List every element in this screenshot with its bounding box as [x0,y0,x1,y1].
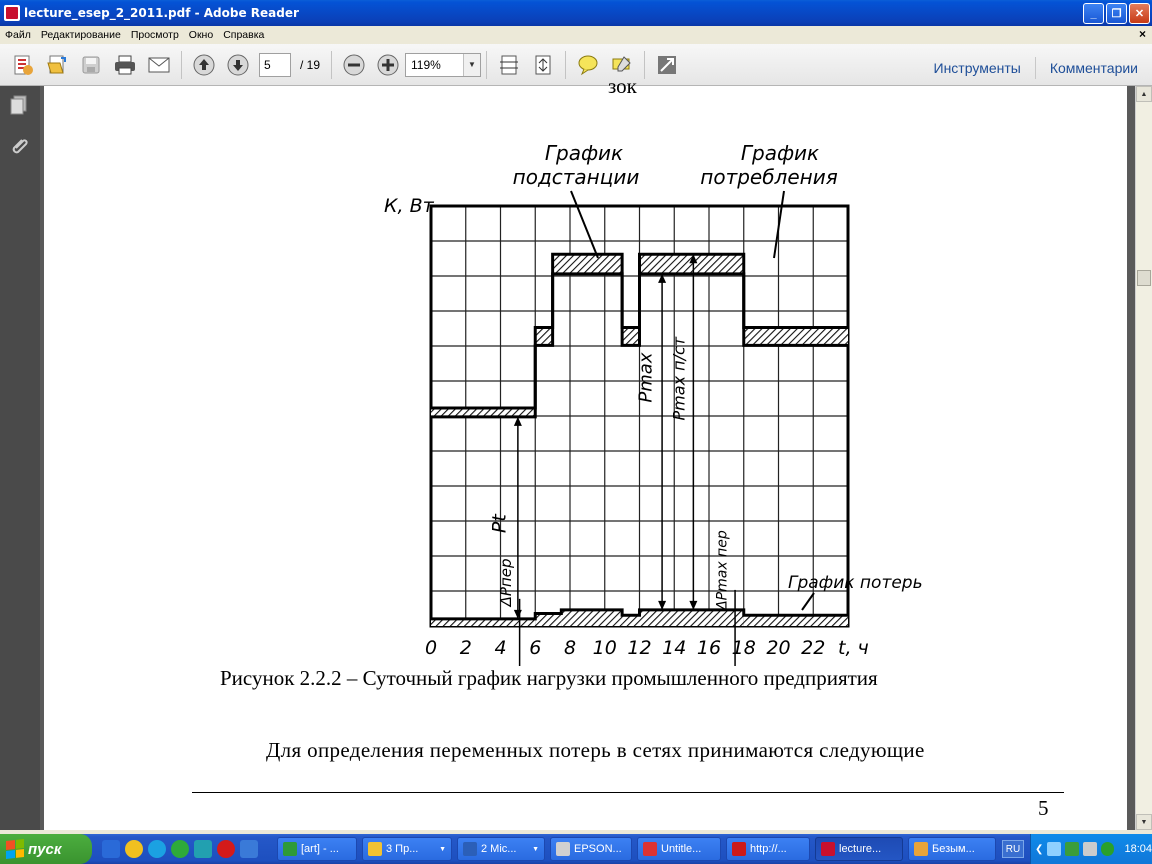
fit-page-icon[interactable] [528,50,558,80]
scroll-up-icon[interactable]: ▲ [1136,86,1152,102]
taskbar-buttons [272,837,996,861]
quicklaunch-app-icon[interactable] [125,840,143,858]
loss-band [535,328,552,346]
annotation-substation-title: График [544,141,624,165]
quick-launch [102,840,258,858]
document-close-icon[interactable]: × [1138,27,1146,41]
x-tick-label: 16 [696,637,722,659]
annotation-leader-line [571,191,598,258]
body-paragraph: Для определения переменных потерь в сетях принимаются следующие [266,738,925,762]
chevron-down-icon: ▼ [532,845,539,853]
start-label: пуск [28,840,62,858]
start-button[interactable] [0,834,92,864]
quicklaunch-app-icon[interactable] [194,840,212,858]
page-number: 5 [1038,796,1049,820]
annotation-pmax-substation: Pmax п/ст [669,336,689,421]
page-total: / 19 [300,57,321,72]
taskbar-button-label: Untitle... [661,843,702,855]
taskbar-button-label: 2 Mic... [481,843,517,855]
fit-width-icon[interactable] [494,50,524,80]
x-tick-label: 6 [529,637,542,659]
losses-area [640,610,744,626]
annotation-consumption-title: График [740,141,820,165]
annotation-consumption-title: потребления [700,165,838,189]
full-screen-icon[interactable] [652,50,682,80]
taskbar-app-icon [463,842,477,856]
losses-area [744,615,848,626]
taskbar-button[interactable] [362,837,452,861]
opera-icon[interactable] [217,840,235,858]
comments-link[interactable]: Комментарии [1049,60,1138,76]
taskbar-button[interactable] [726,837,810,861]
next-page-icon[interactable] [223,50,253,80]
navigation-pane [0,86,40,830]
x-tick-label: 8 [563,637,577,659]
window-title: lecture_esep_2_2011.pdf - Adobe Reader [24,6,299,20]
title-bar [0,0,1152,26]
annotation-leader-line [802,593,814,610]
chevron-down-icon[interactable]: ▼ [463,54,480,76]
menu-window[interactable]: Окно [188,29,214,41]
annotation-pt: Pt [488,514,511,534]
toolbar [0,44,1152,86]
taskbar-button-label: lecture... [839,843,882,855]
taskbar-button-label: [art] - ... [301,843,339,855]
taskbar-button[interactable] [457,837,545,861]
taskbar-button[interactable] [637,837,721,861]
taskbar-button[interactable] [908,837,996,861]
show-desktop-icon[interactable] [240,840,258,858]
windows-logo-icon [6,839,24,859]
loss-band [622,328,639,346]
antivirus-icon[interactable] [1101,842,1115,856]
utorrent-icon[interactable] [171,840,189,858]
taskbar [0,834,1152,864]
x-tick-label: 20 [766,637,791,659]
tools-link[interactable]: Инструменты [933,60,1021,76]
tray-app-icon[interactable] [1065,842,1079,856]
x-tick-label: 0 [424,637,438,659]
taskbar-app-icon [556,842,570,856]
loss-band [553,254,623,274]
loss-band [744,328,848,346]
menu-help[interactable]: Справка [223,29,265,41]
losses-area [535,613,561,626]
attachments-icon[interactable] [8,136,30,158]
loss-band [640,254,744,274]
document-viewport[interactable] [40,74,1135,830]
network-icon[interactable] [1047,842,1061,856]
taskbar-app-icon [368,842,382,856]
taskbar-button[interactable] [815,837,903,861]
x-tick-label: 2 [459,637,472,659]
y-axis-label: К, Вт [384,195,434,217]
previous-line-fragment: зок [608,74,637,98]
taskbar-app-icon [283,842,297,856]
x-tick-label: 18 [731,637,756,659]
menu-bar [0,26,1152,44]
taskbar-app-icon [914,842,928,856]
annotation-dp-variable: ΔPпер [496,558,515,607]
chevron-down-icon: ▼ [439,845,446,853]
annotation-dpmax-variable: ΔPmax пер [714,530,731,610]
scroll-down-icon[interactable]: ▼ [1136,814,1152,830]
x-tick-label: 12 [627,637,652,659]
annotation-pmax: Pmax [635,352,657,403]
taskbar-app-icon [643,842,657,856]
taskbar-button-label: EPSON... [574,843,622,855]
figure-caption: Рисунок 2.2.2 – Суточный график нагрузки промышленного предприятия [220,666,878,690]
skype-icon[interactable] [148,840,166,858]
menu-edit[interactable]: Редактирование [40,29,121,41]
x-tick-label: 4 [494,637,507,659]
taskbar-app-icon [732,842,746,856]
x-axis-label: t, ч [838,637,869,659]
save-icon[interactable] [76,50,106,80]
taskbar-button-label: http://... [750,843,787,855]
taskbar-button[interactable] [277,837,357,861]
volume-icon[interactable] [1083,842,1097,856]
vertical-scrollbar[interactable] [1135,86,1152,830]
daily-load-chart [374,136,923,659]
menu-view[interactable]: Просмотр [130,29,179,41]
page-number-input[interactable] [259,53,291,77]
system-tray [1030,834,1152,864]
close-button[interactable]: ✕ [1129,3,1150,24]
zoom-in-icon[interactable] [373,50,403,80]
clock[interactable]: 18:04 [1124,843,1152,855]
menu-file[interactable]: Файл [5,29,31,41]
minimize-button[interactable]: _ [1083,3,1104,24]
previous-page-icon[interactable] [189,50,219,80]
annotation-substation-title: подстанции [512,165,640,189]
taskbar-button-label: 3 Пр... [386,843,419,855]
losses-area [622,615,639,626]
create-pdf-icon[interactable] [8,50,38,80]
zoom-select[interactable] [405,53,481,77]
maximize-button[interactable]: ❐ [1106,3,1127,24]
taskbar-button-label: Безым... [932,843,975,855]
footer-divider [192,792,1064,793]
scroll-thumb[interactable] [1137,270,1151,286]
page-thumbnails-icon[interactable] [8,94,30,116]
zoom-value: 119% [411,57,441,72]
pdf-page [44,74,1127,830]
x-tick-label: 10 [592,637,617,659]
adobe-reader-icon [4,5,20,21]
comment-note-icon[interactable] [573,50,603,80]
open-file-icon[interactable] [42,50,72,80]
email-icon[interactable] [144,50,174,80]
zoom-out-icon[interactable] [339,50,369,80]
tray-expand-icon[interactable]: ❮ [1035,843,1044,855]
x-tick-label: 14 [662,637,687,659]
annotation-losses-title: График потерь [788,573,923,593]
taskbar-app-icon [821,842,835,856]
taskbar-button[interactable] [550,837,632,861]
losses-area [561,610,622,626]
quicklaunch-app-icon[interactable] [102,840,120,858]
language-indicator[interactable]: RU [1002,840,1024,858]
x-tick-label: 22 [801,637,826,659]
print-icon[interactable] [110,50,140,80]
